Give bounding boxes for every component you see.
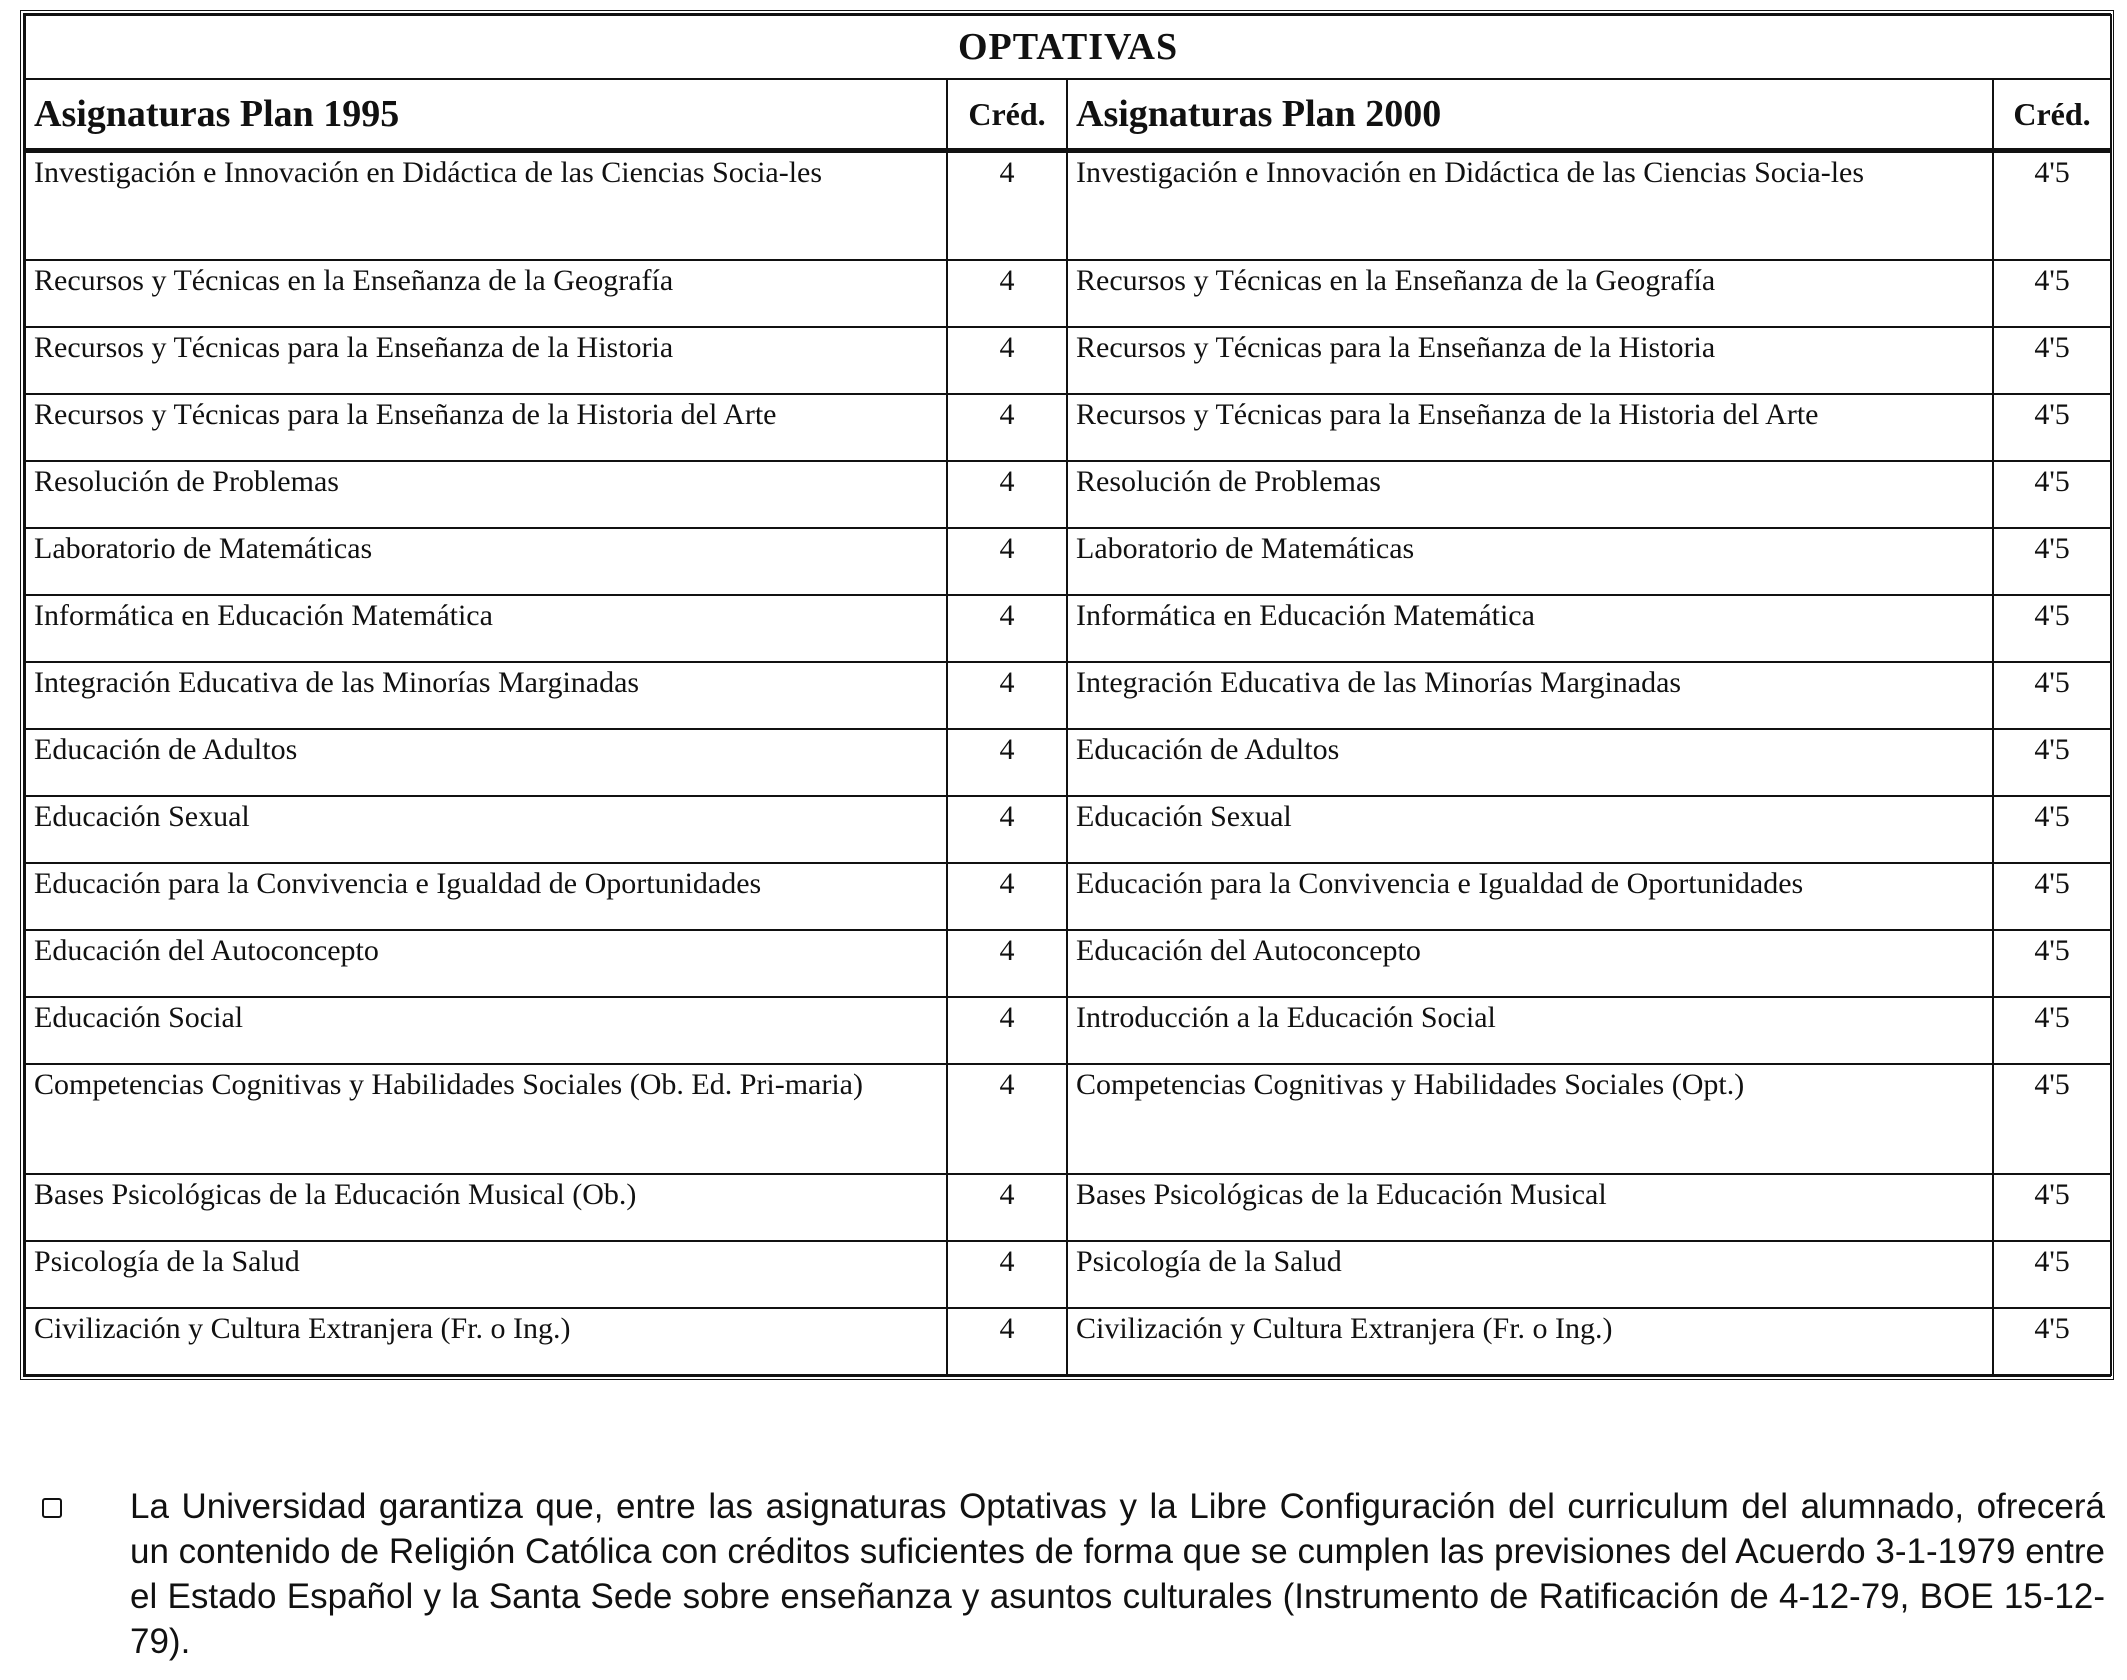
table-row	[25, 394, 2111, 461]
credits-1995: 4	[947, 327, 1067, 394]
credits-1995: 4	[947, 595, 1067, 662]
credits-1995: 4	[947, 1308, 1067, 1375]
table-row	[25, 729, 2111, 796]
credits-2000: 4'5	[1993, 394, 2111, 461]
subject-2000: Competencias Cognitivas y Habilidades Sociales (Opt.)	[1067, 1064, 1993, 1173]
credits-2000: 4'5	[1993, 461, 2111, 528]
credits-2000: 4'5	[1993, 528, 2111, 595]
subject-1995: Educación para la Convivencia e Igualdad de Oportunidades	[25, 863, 947, 930]
table-row	[25, 528, 2111, 595]
subject-2000: Integración Educativa de las Minorías Marginadas	[1067, 662, 1993, 729]
subject-1995: Educación del Autoconcepto	[25, 930, 947, 997]
credits-1995: 4	[947, 796, 1067, 863]
subject-2000: Civilización y Cultura Extranjera (Fr. o Ing.)	[1067, 1308, 1993, 1375]
subject-1995: Educación de Adultos	[25, 729, 947, 796]
credits-2000: 4'5	[1993, 1308, 2111, 1375]
table-row	[25, 1241, 2111, 1308]
credits-1995: 4	[947, 461, 1067, 528]
subject-1995: Resolución de Problemas	[25, 461, 947, 528]
subject-2000: Educación para la Convivencia e Igualdad de Oportunidades	[1067, 863, 1993, 930]
credits-1995: 4	[947, 662, 1067, 729]
subject-2000: Introducción a la Educación Social	[1067, 997, 1993, 1064]
table-row	[25, 327, 2111, 394]
table-row	[25, 151, 2111, 260]
credits-1995: 4	[947, 930, 1067, 997]
table-row	[25, 260, 2111, 327]
subject-2000: Recursos y Técnicas para la Enseñanza de la Historia del Arte	[1067, 394, 1993, 461]
credits-1995: 4	[947, 1064, 1067, 1173]
credits-1995: 4	[947, 260, 1067, 327]
subject-1995: Civilización y Cultura Extranjera (Fr. o Ing.)	[25, 1308, 947, 1375]
table-row	[25, 662, 2111, 729]
header-credits-2000: Créd.	[1993, 79, 2111, 151]
table-row	[25, 997, 2111, 1064]
credits-2000: 4'5	[1993, 327, 2111, 394]
optativas-table-frame	[20, 10, 2114, 1380]
subject-1995: Educación Sexual	[25, 796, 947, 863]
credits-2000: 4'5	[1993, 729, 2111, 796]
religion-note	[30, 1484, 2105, 1664]
subject-2000: Educación Sexual	[1067, 796, 1993, 863]
note-text: La Universidad garantiza que, entre las asignaturas Optativas y la Libre Configuración del curriculum del alumnado, ofrecerá un contenido de Religión Católica con créditos suficientes de forma que se cumplen las previsiones del Acuerdo 3-1-1979 entre el Estado Español y la Santa Sede sobre enseñanza y asuntos culturales (Instrumento de Ratificación de 4-12-79, BOE 15-12-79).	[130, 1487, 2105, 1661]
optativas-table	[24, 14, 2112, 1376]
credits-2000: 4'5	[1993, 662, 2111, 729]
subject-2000: Educación de Adultos	[1067, 729, 1993, 796]
credits-2000: 4'5	[1993, 863, 2111, 930]
subject-2000: Recursos y Técnicas para la Enseñanza de la Historia	[1067, 327, 1993, 394]
header-plan-2000: Asignaturas Plan 2000	[1067, 79, 1993, 151]
table-row	[25, 1308, 2111, 1375]
subject-1995: Bases Psicológicas de la Educación Musical (Ob.)	[25, 1174, 947, 1241]
subject-1995: Psicología de la Salud	[25, 1241, 947, 1308]
subject-2000: Psicología de la Salud	[1067, 1241, 1993, 1308]
subject-2000: Resolución de Problemas	[1067, 461, 1993, 528]
credits-2000: 4'5	[1993, 796, 2111, 863]
subject-1995: Informática en Educación Matemática	[25, 595, 947, 662]
checkbox-square-icon	[42, 1498, 62, 1518]
subject-2000: Educación del Autoconcepto	[1067, 930, 1993, 997]
subject-1995: Recursos y Técnicas para la Enseñanza de la Historia	[25, 327, 947, 394]
subject-2000: Investigación e Innovación en Didáctica de las Ciencias Socia-les	[1067, 151, 1993, 260]
header-credits-1995: Créd.	[947, 79, 1067, 151]
table-row	[25, 595, 2111, 662]
credits-2000: 4'5	[1993, 151, 2111, 260]
subject-1995: Recursos y Técnicas en la Enseñanza de la Geografía	[25, 260, 947, 327]
table-row	[25, 1064, 2111, 1173]
credits-1995: 4	[947, 997, 1067, 1064]
subject-2000: Recursos y Técnicas en la Enseñanza de la Geografía	[1067, 260, 1993, 327]
credits-1995: 4	[947, 729, 1067, 796]
credits-2000: 4'5	[1993, 595, 2111, 662]
credits-1995: 4	[947, 1174, 1067, 1241]
credits-2000: 4'5	[1993, 1241, 2111, 1308]
subject-1995: Educación Social	[25, 997, 947, 1064]
subject-1995: Recursos y Técnicas para la Enseñanza de la Historia del Arte	[25, 394, 947, 461]
subject-1995: Investigación e Innovación en Didáctica de las Ciencias Socia-les	[25, 151, 947, 260]
subject-2000: Laboratorio de Matemáticas	[1067, 528, 1993, 595]
subject-1995: Laboratorio de Matemáticas	[25, 528, 947, 595]
credits-2000: 4'5	[1993, 997, 2111, 1064]
subject-1995: Competencias Cognitivas y Habilidades Sociales (Ob. Ed. Pri-maria)	[25, 1064, 947, 1173]
subject-2000: Informática en Educación Matemática	[1067, 595, 1993, 662]
table-row	[25, 1174, 2111, 1241]
credits-2000: 4'5	[1993, 260, 2111, 327]
credits-1995: 4	[947, 394, 1067, 461]
credits-1995: 4	[947, 1241, 1067, 1308]
credits-1995: 4	[947, 151, 1067, 260]
credits-2000: 4'5	[1993, 1064, 2111, 1173]
header-plan-1995: Asignaturas Plan 1995	[25, 79, 947, 151]
subject-1995: Integración Educativa de las Minorías Marginadas	[25, 662, 947, 729]
table-row	[25, 461, 2111, 528]
table-row	[25, 863, 2111, 930]
table-row	[25, 796, 2111, 863]
credits-2000: 4'5	[1993, 930, 2111, 997]
table-row	[25, 930, 2111, 997]
credits-1995: 4	[947, 528, 1067, 595]
subject-2000: Bases Psicológicas de la Educación Musical	[1067, 1174, 1993, 1241]
credits-2000: 4'5	[1993, 1174, 2111, 1241]
table-title: OPTATIVAS	[25, 15, 2111, 79]
credits-1995: 4	[947, 863, 1067, 930]
